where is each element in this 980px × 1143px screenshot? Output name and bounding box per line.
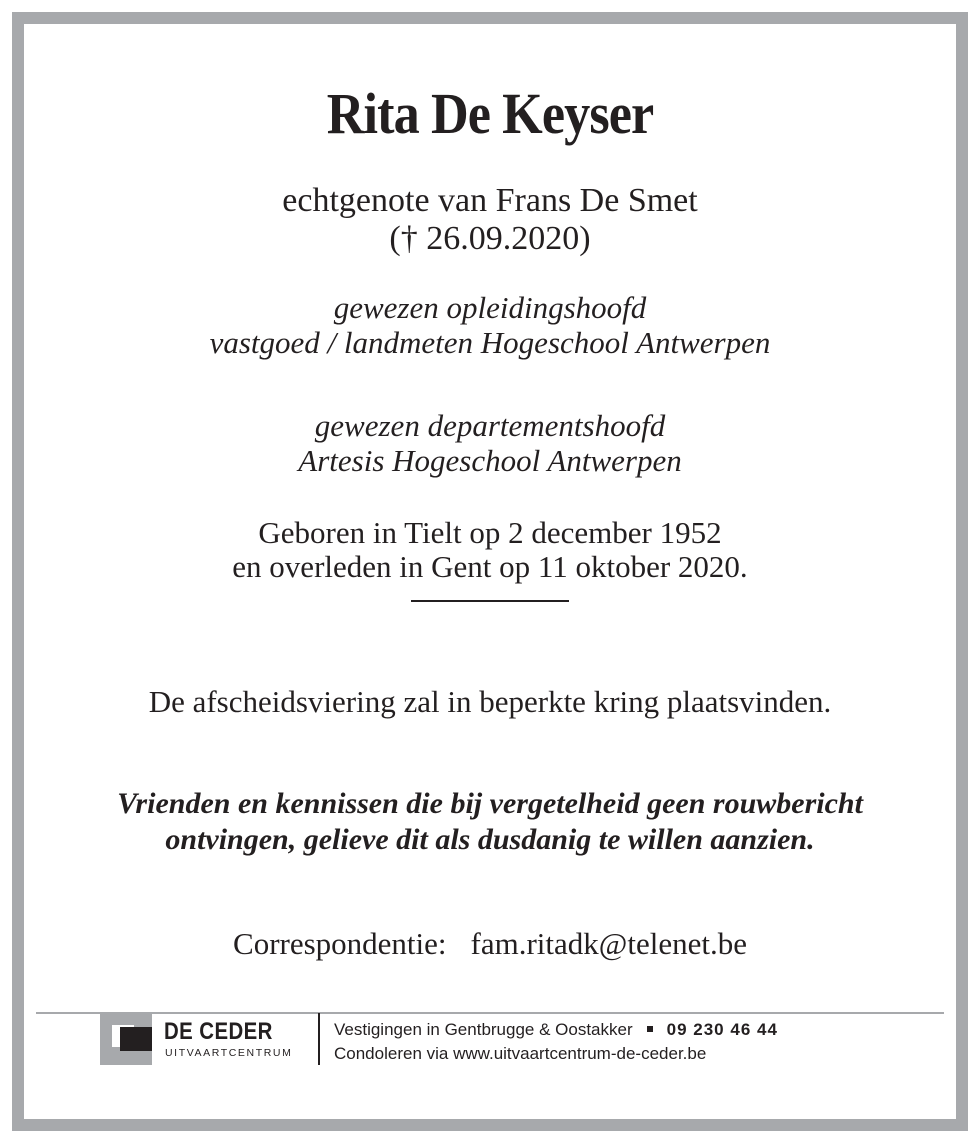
correspondence <box>24 926 956 962</box>
role-line: gewezen opleidingshoofd <box>333 290 647 325</box>
phone-number[interactable]: 09 230 46 44 <box>666 1020 778 1039</box>
notice-content <box>24 24 956 1119</box>
role-line: Artesis Hogeschool Antwerpen <box>298 443 682 478</box>
footer-separator <box>318 1013 320 1065</box>
notice-line: ontvingen, gelieve dit als dusdanig te willen aanzien. <box>165 823 815 856</box>
notice-line: Vrienden en kennissen die bij vergetelheid geen rouwbericht <box>117 787 863 820</box>
condolences-line[interactable]: Condoleren via www.uitvaartcentrum-de-ceder.be <box>334 1044 707 1063</box>
deceased-name: Rita De Keyser <box>326 81 654 146</box>
locations-text: Vestigingen in Gentbrugge & Oostakker <box>334 1020 633 1039</box>
death-line: en overleden in Gent op 11 oktober 2020. <box>232 549 748 584</box>
de-ceder-logo <box>100 1013 310 1065</box>
notice-text <box>24 786 956 858</box>
ceremony-text: De afscheidsviering zal in beperkte kring plaatsvinden. <box>148 684 832 719</box>
role-line: gewezen departementshoofd <box>314 408 666 443</box>
logo-name: DE CEDER <box>164 1018 273 1045</box>
spouse-death-date: († 26.09.2020) <box>389 220 591 257</box>
role-block-2 <box>24 408 956 478</box>
role-line: vastgoed / landmeten Hogeschool Antwerpen <box>209 325 771 360</box>
life-dates <box>24 516 956 584</box>
role-block-1 <box>24 290 956 360</box>
footer-info <box>334 1018 778 1066</box>
bullet-icon <box>647 1026 653 1032</box>
spouse-block <box>24 182 956 258</box>
logo-subtitle: UITVAARTCENTRUM <box>165 1047 293 1059</box>
spouse-line: echtgenote van Frans De Smet <box>282 182 698 219</box>
notice-frame <box>12 12 968 1131</box>
footer-locations-line <box>334 1018 778 1042</box>
section-rule <box>411 600 569 602</box>
birth-line: Geboren in Tielt op 2 december 1952 <box>258 515 722 550</box>
correspondence-email[interactable]: fam.ritadk@telenet.be <box>470 926 747 961</box>
correspondence-label: Correspondentie: <box>233 926 447 961</box>
ceder-logo-icon <box>100 1013 152 1065</box>
